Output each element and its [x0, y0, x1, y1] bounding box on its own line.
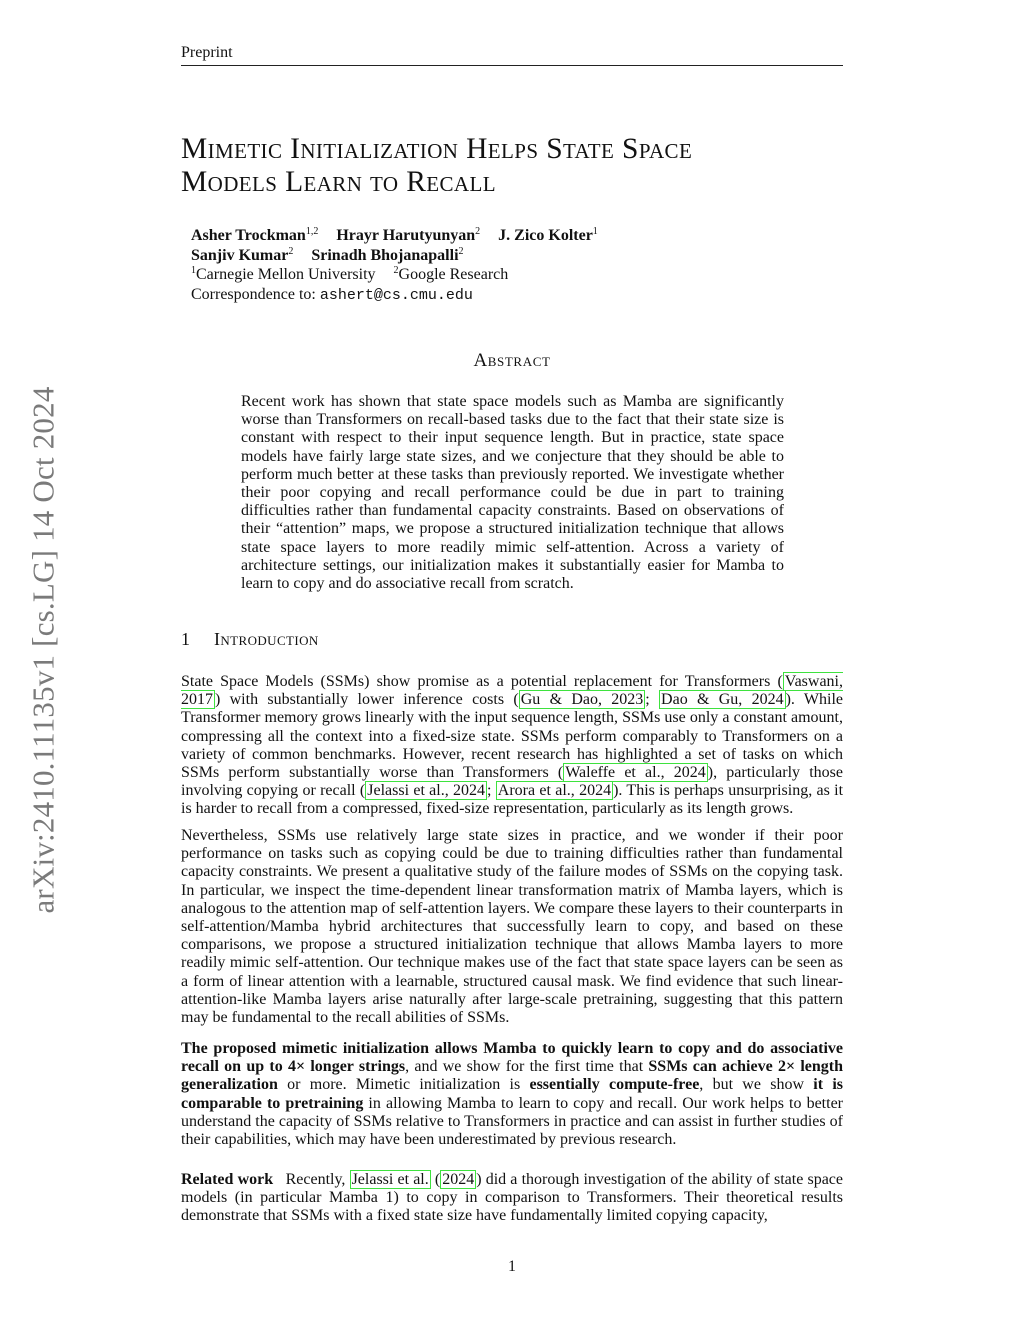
citation-link[interactable]: Vaswani, 2017: [181, 673, 843, 709]
citation-link[interactable]: Jelassi et al.: [351, 1171, 429, 1188]
running-header: Preprint: [181, 44, 233, 61]
header-rule: [181, 65, 843, 66]
paragraph-text: State Space Models (SSMs) show promise as a potential replacement for Transformers (: [181, 673, 783, 690]
arxiv-identifier-margin: [25, 357, 63, 942]
bold-phrase: SSMs can achieve 2× length generalization: [181, 1058, 844, 1094]
section-number: 1: [181, 629, 191, 649]
paragraph-lead: Related work: [181, 1171, 274, 1188]
paper-title: [181, 133, 821, 199]
author-affiliation-mark: 2: [475, 226, 481, 237]
paragraph-text: Recently,: [273, 1171, 350, 1188]
paragraph-text: ) did a thorough investigation of the ability of state space models (in particular Mamba 1) to copy in comparison to Transformers. Their theoretical results demonstrate that SSMs with a fixed state size have fundamentally limited copying capacity,: [181, 1171, 843, 1225]
affiliation-cmu: Carnegie Mellon University: [196, 266, 376, 283]
related-work-paragraph: [181, 1171, 843, 1226]
abstract-body: [241, 393, 784, 593]
bold-phrase: it is comparable to pretraining: [181, 1076, 843, 1112]
author-name: Srinadh Bhojanapalli: [311, 246, 459, 264]
citation-link[interactable]: Jelassi et al., 2024: [367, 782, 486, 800]
paragraph-text: , but we show: [699, 1076, 814, 1094]
citation-link[interactable]: Arora et al., 2024: [497, 782, 612, 800]
title-line-2: Models Learn to Recall: [181, 166, 496, 198]
bold-phrase: The proposed mimetic initialization allows Mamba to quickly learn to copy and do associative recall on up to 4× longer strings: [181, 1040, 843, 1076]
citation-link[interactable]: Gu & Dao, 2023: [520, 691, 644, 709]
paragraph-text: or more. Mimetic initialization is: [277, 1076, 530, 1094]
page-number: 1: [508, 1258, 516, 1275]
correspondence-email[interactable]: ashert@cs.cmu.edu: [319, 286, 473, 304]
intro-paragraph-2: Nevertheless, SSMs use relatively large state sizes in practice, and we wonder if their poor performance on tasks such as copying could be due to training difficulties rather than fundamental capacity constraints. We present a qualitative study of the failure modes of SSMs on the copying task. In particular, we inspect the time-dependent linear transformation matrix of Mamba layers, which is analogous to the attention map of self-attention layers. We compare these layers to their counterparts in self-attention/Mamba hybrid architectures that successfully learn to copy, and based on these comparisons, we propose a structured initialization technique that allows Mamba layers to more readily mimic self-attention. Our technique makes use of the fact that state space layers can be seen as a form of linear attention with a learnable, structured causal mask. We find evidence that such linear-attention-like Mamba layers arise naturally after large-scale pretraining, suggesting that this pattern may be fundamental to the recall abilities of SSMs.: [181, 827, 843, 1027]
abstract-heading: Abstract: [473, 350, 551, 371]
paragraph-text: (: [430, 1171, 441, 1188]
correspondence: [191, 285, 751, 306]
author-row-1: [191, 226, 751, 246]
arxiv-identifier: arXiv:2410.11135v1 [cs.LG] 14 Oct 2024: [26, 385, 62, 914]
affiliations: [191, 265, 751, 285]
author-name: Hrayr Harutyunyan: [336, 227, 476, 244]
bold-phrase: essentially compute-free: [529, 1076, 700, 1094]
paragraph-text: ) with substantially lower inference costs (: [215, 691, 519, 709]
abstract-text: Recent work has shown that state space models such as Mamba are significantly worse than Transformers on recall-based tasks due to the fact that their state size is constant with respect to their input sequence length. But in practice, state space models have fairly large state sizes, and we conjecture that they should be able to perform much better at these tasks than previously reported. We investigate whether their poor copying and recall performance could be due in part to training difficulties rather than fundamental capacity constraints. Based on observations of their “attention” maps, we propose a structured initialization technique that allows state space layers to more readily mimic self-attention. Across a variety of architecture settings, our initialization makes it substantially easier for Mamba to learn to copy and do associative recall from scratch.: [241, 393, 784, 593]
title-line-1: Mimetic Initialization Helps State Space: [181, 133, 693, 165]
author-name: Sanjiv Kumar: [191, 246, 289, 264]
section-heading-introduction: [181, 629, 319, 650]
affiliation-google: Google Research: [398, 266, 509, 283]
author-affiliation-mark: 1: [592, 226, 598, 237]
author-affiliation-mark: 2: [288, 245, 294, 257]
paragraph-text: ). This is perhaps unsurprising, as it is harder to recall from a compressed, fixed-size representation, particularly as its length grows.: [181, 782, 844, 818]
intro-paragraph-1: [181, 673, 843, 819]
author-name: Asher Trockman: [191, 227, 306, 244]
author-name: J. Zico Kolter: [498, 227, 593, 244]
citation-link[interactable]: Waleffe et al., 2024: [565, 764, 706, 782]
paragraph-text: ), particularly those involving copying or recall (: [181, 764, 844, 800]
paragraph-text: ;: [487, 782, 496, 800]
paragraph-text: in allowing Mamba to learn to copy and recall. Our work helps to better understand the capacity of SSMs relative to Transformers in practice and can assist in further studies of their capabilities, which may have been underestimated by previous research.: [181, 1094, 843, 1149]
author-affiliation-mark: 2: [458, 245, 464, 257]
author-affiliation-mark: 1,2: [305, 226, 319, 237]
intro-paragraph-3: [181, 1040, 843, 1149]
paragraph-text: ;: [645, 691, 660, 709]
author-block: [191, 226, 751, 305]
paragraph-text: , and we show for the first time that: [405, 1058, 649, 1076]
affiliation-mark: 2: [393, 265, 399, 276]
section-title: Introduction: [214, 629, 319, 649]
author-row-2: [191, 246, 751, 266]
citation-link[interactable]: Dao & Gu, 2024: [661, 691, 784, 709]
paragraph-text: ). While Transformer memory grows linearly with the input sequence length, SSMs use only a constant amount, compressing all the context into a fixed-size state. SSMs perform comparably to Transformers on a variety of common benchmarks. However, recent research has highlighted a set of tasks on which SSMs perform substantially worse than Transformers (: [181, 691, 844, 782]
affiliation-mark: 1: [191, 265, 196, 276]
correspondence-label: Correspondence to:: [191, 285, 320, 303]
citation-link[interactable]: 2024: [442, 1171, 475, 1188]
